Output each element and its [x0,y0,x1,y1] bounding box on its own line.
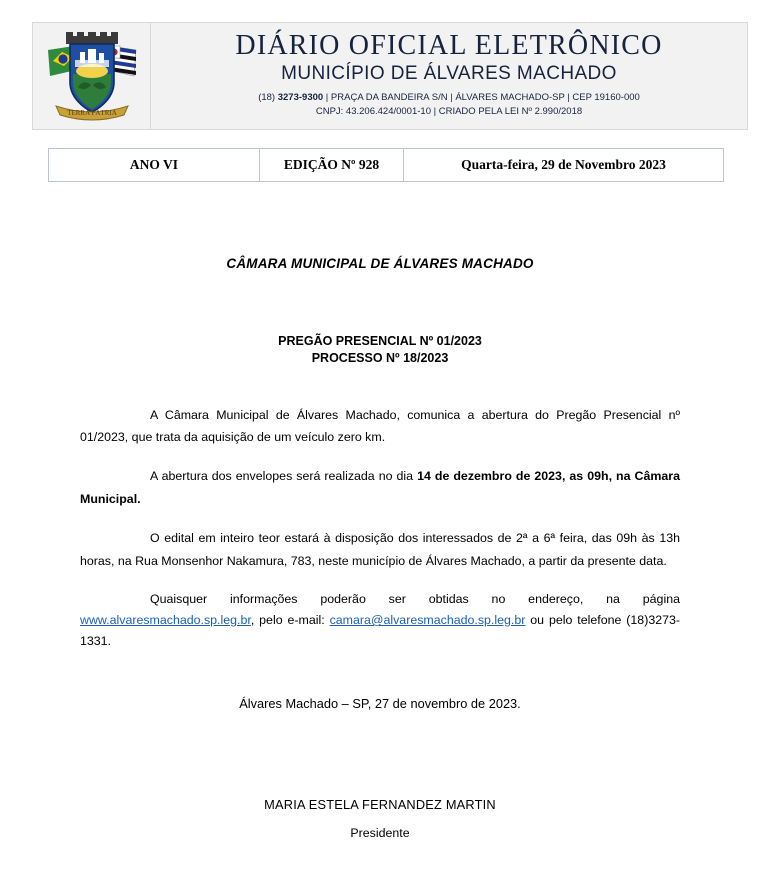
paragraph-3-text: O edital em inteiro teor estará à disposição dos interessados de 2ª a 6ª feira, das 09h às 13h horas, na Rua Monsenhor Nakamura, 783, neste município de Álvares Machado, a partir da presente data. [80,531,680,569]
crest-cell [33,23,151,129]
notice-heading [80,333,680,368]
email-link[interactable]: camara@alvaresmachado.sp.leg.br [329,613,526,628]
website-link[interactable]: www.alvaresmachado.sp.leg.br [80,613,251,628]
paragraph-2-prefix: A abertura dos envelopes será realizada no dia [150,469,418,484]
edition-year: ANO VI [48,148,260,182]
contact-suffix: | PRAÇA DA BANDEIRA S/N | ÁLVARES MACHADO-SP | CEP 19160-000 [323,92,640,104]
contact-phone: 3273-9300 [277,92,324,104]
signer-role: Presidente [350,826,410,841]
place-and-date: Álvares Machado – SP, 27 de novembro de 2023. [239,696,521,712]
notice-title-line-2: PROCESSO Nº 18/2023 [311,351,449,366]
masthead [32,22,748,130]
paragraph-4-suffix: ou pelo telefone (18)3273-1331. [80,613,681,649]
edition-date: Quarta-feira, 29 de Novembro 2023 [404,148,724,182]
page-title: DIÁRIO OFICIAL ELETRÔNICO [235,30,663,62]
contact-info [258,91,640,119]
legal-line: CNPJ: 43.206.424/0001-10 | CRIADO PELA LEI Nº 2.990/2018 [315,106,583,118]
paragraph-2 [80,465,680,511]
signer-name: MARIA ESTELA FERNANDEZ MARTIN [264,797,496,813]
contact-line [258,91,640,105]
contact-prefix: (18) [258,92,278,104]
document-content [32,256,748,840]
municipality-subtitle: MUNICÍPIO DE ÁLVARES MACHADO [281,63,617,85]
paragraph-1 [80,404,680,450]
edition-number: EDIÇÃO Nº 928 [260,148,404,182]
paragraph-1-text: A Câmara Municipal de Álvares Machado, comunica a abertura do Pregão Presencial nº 01/2023, que trata da aquisição de um veículo zero km. [80,407,680,445]
paragraph-4 [80,589,680,652]
organization-heading: CÂMARA MUNICIPAL DE ÁLVARES MACHADO [226,256,534,271]
paragraph-2-bold: 14 de dezembro de 2023, as 09h, na Câmara Municipal. [80,469,680,507]
paragraph-4-mid: , pelo e-mail: [250,613,330,628]
municipal-coat-of-arms-icon [44,30,140,122]
edition-bar [48,148,748,182]
paragraph-4-prefix: Quaisquer informações poderão ser obtidas no endereço, na página [150,592,680,607]
svg-text:TERRA PÁTRIA: TERRA PÁTRIA [66,109,117,117]
notice-title-line-1: PREGÃO PRESENCIAL Nº 01/2023 [278,334,482,348]
masthead-titles [151,23,747,129]
paragraph-3 [80,527,680,573]
document-page [0,22,780,880]
